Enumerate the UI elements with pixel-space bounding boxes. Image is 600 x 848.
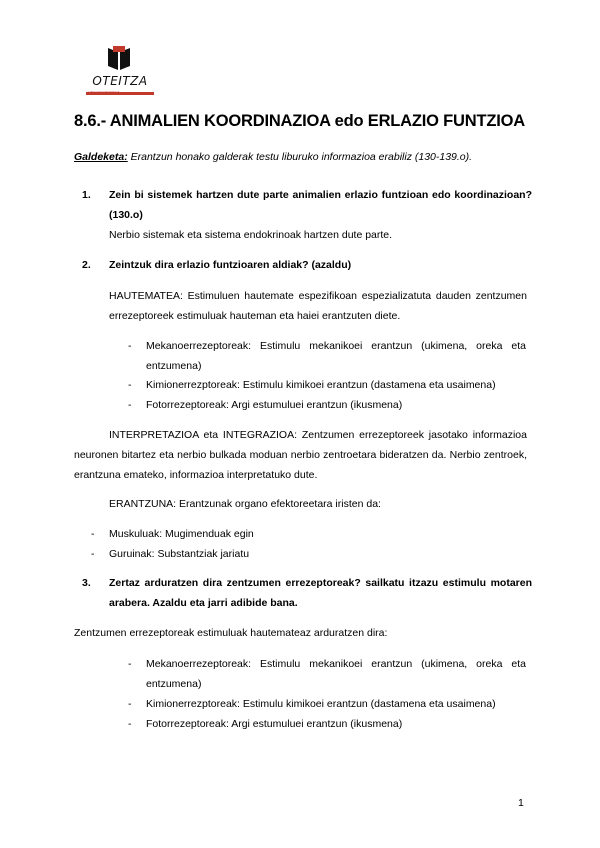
answer-text: Nerbio sistemak eta sistema endokrinoak hartzen dute parte. [109, 229, 393, 241]
list-item: - Fotorrezeptoreak: Argi estumuluei erantzun (ikusmena) [128, 714, 526, 734]
bullet-dash: - [128, 698, 132, 710]
interpretazioa-paragraph: INTERPRETAZIOA eta INTEGRAZIOA: Zentzumen errezeptoreek jasotako informazioa neuronen bitartez eta nerbio bulkada moduan nerbio zentroetara bideratzen da. Nerbio zentroek, erantzuna emateko, informazioa interpretatuko dute. [74, 429, 527, 481]
school-logo [84, 44, 156, 104]
list-item: - Kimionerrezptoreak: Estimulu kimikoei erantzun (dastamena eta usaimena) [128, 694, 526, 714]
instruction-text: Erantzun honako galderak testu liburuko informazioa erabiliz (130-139.o). [127, 151, 473, 163]
bullet-dash: - [128, 399, 132, 411]
question-number: 2. [82, 259, 91, 271]
list-item: - Fotorrezeptoreak: Argi estumuluei erantzun (ikusmena) [128, 395, 526, 415]
question-3 [82, 573, 532, 613]
list-item: - Kimionerrezptoreak: Estimulu kimikoei erantzun (dastamena eta usaimena) [128, 375, 526, 395]
bullet-dash: - [91, 528, 95, 540]
list-item: - Mekanoerrezeptoreak: Estimulu mekanikoei erantzun (ukimena, oreka eta entzumena) [128, 654, 526, 694]
erantzuna-paragraph: ERANTZUNA: Erantzunak organo efektoreetara iristen da: [109, 498, 381, 510]
bullet-dash: - [128, 718, 132, 730]
question-1 [82, 185, 532, 245]
page-title: 8.6.- ANIMALIEN KOORDINAZIOA edo ERLAZIO FUNTZIOA [74, 112, 525, 130]
bullet-dash: - [128, 379, 132, 391]
bullet-dash: - [128, 340, 132, 352]
question-number: 1. [82, 189, 91, 201]
question-2 [82, 255, 532, 275]
q3-answer-paragraph: Zentzumen errezeptoreak estimuluak hautemateaz arduratzen dira: [74, 627, 388, 639]
bullet-dash: - [128, 658, 132, 670]
hautematea-paragraph: HAUTEMATEA: Estimuluen hautemate espezifikoan espezializatuta dauden zentzumen errezeptoreek estimuluak hauteman eta haiei erantzuten diete. [109, 290, 527, 322]
question-text: Zertaz arduratzen dira zentzumen errezeptoreak? sailkatu itzazu estimulu motaren arabera. Azaldu eta jarri adibide bana. [109, 577, 532, 609]
list-item: - Muskuluak: Mugimenduak egin [91, 524, 521, 544]
list-item: - Guruinak: Substantziak jariatu [91, 544, 521, 564]
bullet-dash: - [91, 548, 95, 560]
logo-tagline: LIZEO POLITEKNIKOA [88, 90, 120, 94]
question-text: Zein bi sistemek hartzen dute parte animalien erlazio funtzioan edo koordinazioan? (130.o) [109, 189, 532, 221]
page-number: 1 [518, 797, 524, 809]
instruction-line [74, 151, 472, 163]
question-number: 3. [82, 577, 91, 589]
list-item: - Mekanoerrezeptoreak: Estimulu mekanikoei erantzun (ukimena, oreka eta entzumena) [128, 336, 526, 376]
logo-word: OTEITZA [92, 74, 148, 88]
question-text: Zeintzuk dira erlazio funtzioaren aldiak? (azaldu) [109, 259, 352, 271]
instruction-label: Galdeketa: [74, 151, 128, 163]
book-logo-icon [84, 44, 156, 74]
